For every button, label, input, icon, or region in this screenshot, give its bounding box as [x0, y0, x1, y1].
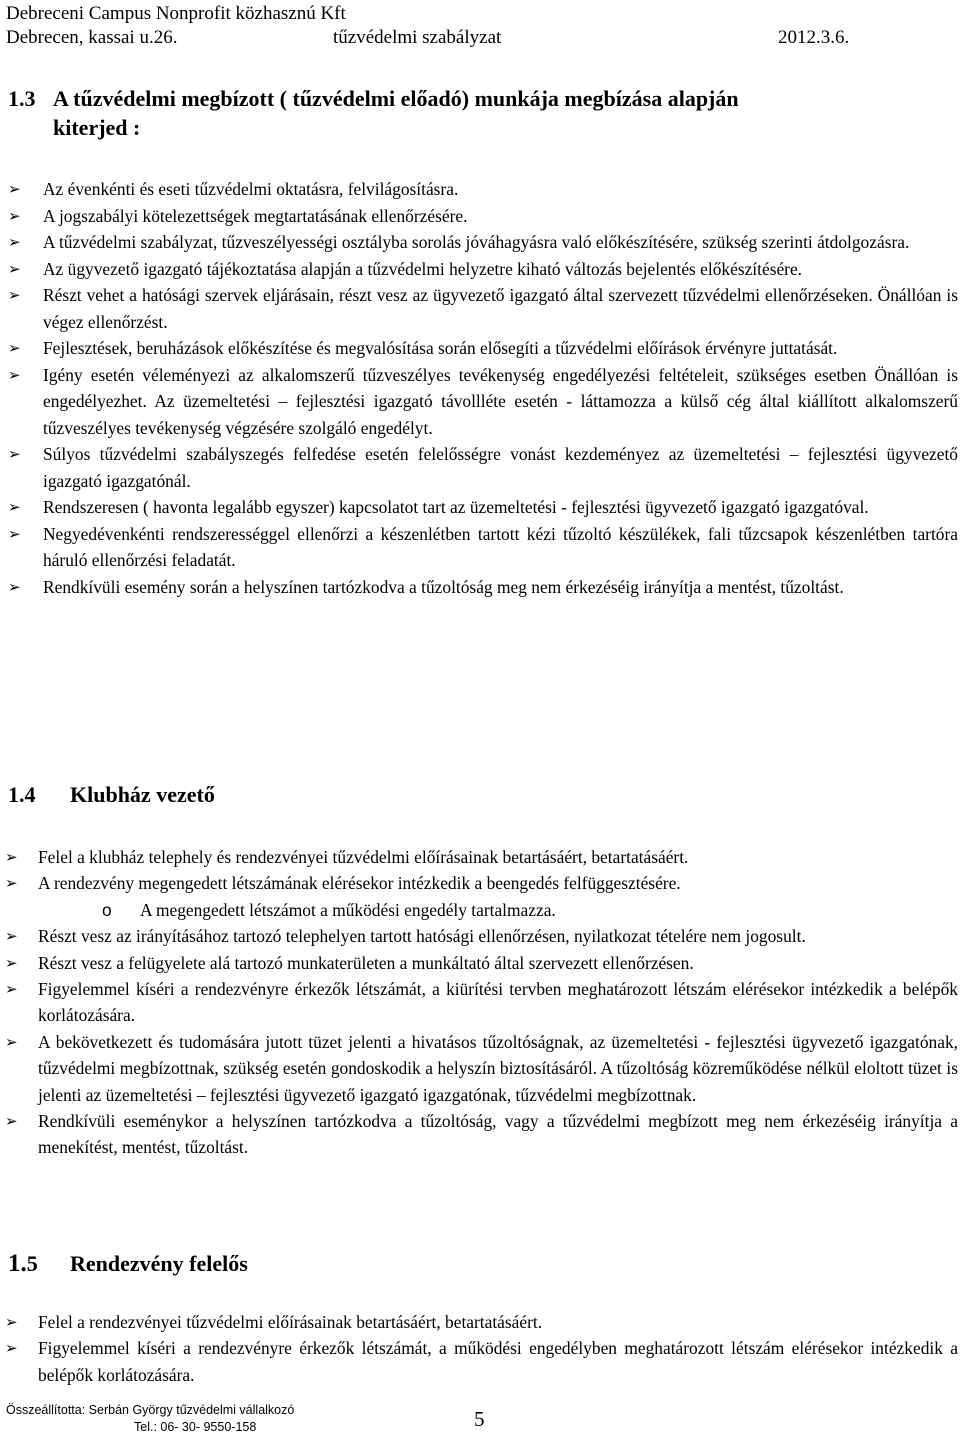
section-1-5-heading: [8, 1250, 248, 1278]
arrow-bullet-icon: ➢: [5, 980, 18, 999]
header-date: 2012.3.6.: [778, 27, 850, 48]
section-1-5-list: [0, 1309, 960, 1388]
list-item: ➢ Rendkívüli eseménykor a helyszínen tartózkodva a tűzoltóság, vagy a tűzvédelmi megbízott meg nem érkezéséig irányítja a menekítést, mentést, tűzoltást.: [0, 1108, 960, 1161]
list-item: ➢ Fejlesztések, beruházások előkészítése és megvalósítása során elősegíti a tűzvédelmi előírások érvényre juttatását.: [0, 335, 960, 362]
arrow-bullet-icon: ➢: [5, 1339, 18, 1358]
list-item: ➢ Negyedévenkénti rendszerességgel ellenőrzi a készenlétben tartott kézi tűzoltó készülékek, fali tűzcsapok készenlétben tartóra háruló ellenőrzési feladatát.: [0, 521, 960, 574]
list-item: ➢ A rendezvény megengedett létszámának elérésekor intézkedik a beengedés felfüggesztésére.: [0, 870, 960, 896]
section-number: 1.3: [8, 86, 36, 111]
arrow-bullet-icon: ➢: [8, 286, 21, 304]
arrow-bullet-icon: ➢: [8, 365, 21, 384]
header-doc-title: tűzvédelmi szabályzat: [333, 27, 502, 48]
section-1-4-heading: [8, 781, 215, 809]
arrow-bullet-icon: ➢: [5, 1032, 18, 1051]
section-number: 1.4: [8, 782, 36, 807]
arrow-bullet-icon: ➢: [5, 848, 18, 866]
list-item: ➢ Igény esetén véleményezi az alkalomszerű tűzveszélyes tevékenység engedélyezési feltételeit, szükséges esetben Önállóan is engedélyezhet. Az üzemeltetési – fejlesztési igazgató távollléte esetén - láttamozza a külső cég által kiállított alkalomszerű tűzveszélyes tevékenység végzésére szolgáló engedélyt.: [0, 362, 960, 442]
list-item: ➢ Felel a klubház telephely és rendezvényei tűzvédelmi előírásainak betartásáért, betartatásáért.: [0, 844, 960, 870]
section-title: Rendezvény felelős: [70, 1251, 248, 1276]
arrow-bullet-icon: ➢: [8, 577, 21, 596]
arrow-bullet-icon: ➢: [8, 339, 21, 357]
section-title-continued: kiterjed :: [53, 115, 141, 140]
page-footer: [6, 1402, 294, 1436]
section-number-main: 1.: [8, 1250, 27, 1277]
section-1-3-list: [0, 176, 960, 600]
page-header: [6, 2, 906, 50]
list-item: ➢ Rendkívüli esemény során a helyszínen tartózkodva a tűzoltóság meg nem érkezéséig irányítja a mentést, tűzoltást.: [0, 574, 960, 601]
list-item: ➢ A tűzvédelmi szabályzat, tűzveszélyességi osztályba sorolás jóváhagyásra való előkészítésére, szükség szerinti átdolgozásra.: [0, 229, 960, 256]
arrow-bullet-icon: ➢: [5, 927, 18, 946]
arrow-bullet-icon: ➢: [5, 1313, 18, 1331]
circle-bullet-icon: o: [102, 899, 112, 920]
section-title: Klubház vezető: [70, 782, 215, 807]
list-item: ➢ Részt vesz az irányításához tartozó telephelyen tartott hatósági ellenőrzésen, nyilatkozat tételére nem jogosult.: [0, 923, 960, 949]
section-1-3-heading: [8, 84, 938, 142]
sub-list-item: o A megengedett létszámot a működési engedély tartalmazza.: [0, 897, 960, 923]
list-item: ➢ Az ügyvezető igazgató tájékoztatása alapján a tűzvédelmi helyzetre kiható változás bejelentés előkészítésére.: [0, 256, 960, 283]
list-item: ➢ Rendszeresen ( havonta legalább egyszer) kapcsolatot tart az üzemeltetési - fejlesztési ügyvezető igazgató igazgatóval.: [0, 494, 960, 521]
list-item: ➢ Figyelemmel kíséri a rendezvényre érkezők létszámát, a kiürítési tervben meghatározott létszám elérésekor intézkedik a belépők korlátozására.: [0, 976, 960, 1029]
arrow-bullet-icon: ➢: [8, 233, 21, 251]
header-address: Debrecen, kassai u.26.: [6, 27, 178, 48]
page-number: 5: [474, 1407, 485, 1431]
arrow-bullet-icon: ➢: [8, 524, 21, 543]
list-item: ➢ Felel a rendezvényei tűzvédelmi előírásainak betartásáért, betartatásáért.: [0, 1309, 960, 1335]
section-title: A tűzvédelmi megbízott ( tűzvédelmi előadó) munkája megbízása alapján: [53, 86, 739, 111]
arrow-bullet-icon: ➢: [8, 259, 21, 278]
arrow-bullet-icon: ➢: [8, 206, 21, 225]
arrow-bullet-icon: ➢: [8, 445, 21, 463]
arrow-bullet-icon: ➢: [5, 874, 18, 893]
list-item: ➢ Részt vehet a hatósági szervek eljárásain, részt vesz az ügyvezető igazgató által szervezett tűzvédelmi ellenőrzéseken. Önállóan is végez ellenőrzést.: [0, 282, 960, 335]
list-item: ➢ Részt vesz a felügyelete alá tartozó munkaterületen a munkáltató által szervezett ellenőrzésen.: [0, 950, 960, 976]
list-item: ➢ Súlyos tűzvédelmi szabályszegés felfedése esetén felelősségre vonást kezdeményez az üzemeltetési – fejlesztési ügyvezető igazgató igazgatónál.: [0, 441, 960, 494]
arrow-bullet-icon: ➢: [5, 1112, 18, 1131]
arrow-bullet-icon: ➢: [5, 953, 18, 972]
footer-phone: Tel.: 06- 30- 9550-158: [134, 1420, 257, 1434]
arrow-bullet-icon: ➢: [8, 498, 21, 516]
section-number-sub: 5: [26, 1251, 38, 1276]
list-item: ➢ Az évenkénti és eseti tűzvédelmi oktatásra, felvilágosításra.: [0, 176, 960, 203]
arrow-bullet-icon: ➢: [8, 180, 21, 198]
list-item: ➢ A bekövetkezett és tudomására jutott tüzet jelenti a hivatásos tűzoltóságnak, az üzemeltetési - fejlesztési ügyvezető igazgatónak, tűzvédelmi megbízottnak, szükség esetén gondoskodik a helyszín biztosításáról. A tűzoltóság közreműködése nélkül eloltott tüzet is jelenti az üzemeltetési – fejlesztési ügyvezető igazgató igazgatónak, tűzvédelmi megbízottnak.: [0, 1029, 960, 1108]
header-org: Debreceni Campus Nonprofit közhasznú Kft: [6, 3, 346, 24]
section-1-4-list: [0, 844, 960, 1161]
footer-compiled-by: Összeállította: Serbán György tűzvédelmi vállalkozó: [6, 1403, 295, 1417]
list-item: ➢ A jogszabályi kötelezettségek megtartatásának ellenőrzésére.: [0, 203, 960, 230]
list-item: ➢ Figyelemmel kíséri a rendezvényre érkezők létszámát, a működési engedélyben meghatározott létszám elérésekor intézkedik a belépők korlátozására.: [0, 1335, 960, 1388]
